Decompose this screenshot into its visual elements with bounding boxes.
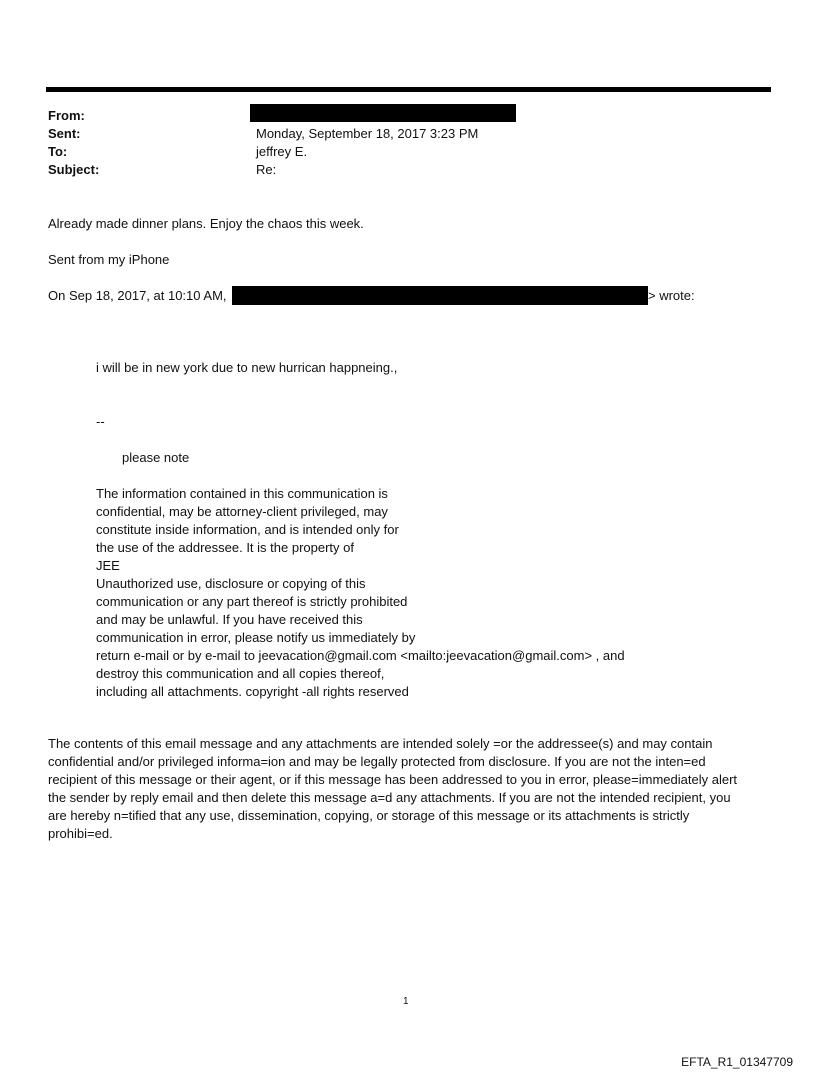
disclaimer-line: communication in error, please notify us immediately by [96, 630, 416, 645]
page-number: 1 [403, 996, 409, 1007]
disclaimer-line: JEE [96, 558, 120, 573]
signature-text: Sent from my iPhone [48, 252, 170, 267]
disclaimer-block [96, 485, 625, 701]
reply-text: Already made dinner plans. Enjoy the chaos this week. [48, 216, 364, 231]
disclaimer-line: including all attachments. copyright -all rights reserved [96, 684, 409, 699]
quoted-separator: -- [96, 414, 105, 429]
document-id: EFTA_R1_01347709 [681, 1055, 793, 1069]
to-value: jeffrey E. [256, 144, 308, 159]
disclaimer-line: Unauthorized use, disclosure or copying of this [96, 576, 366, 591]
subject-value: Re: [256, 162, 277, 177]
sender-redaction [232, 286, 648, 305]
disclaimer-line: return e-mail or by e-mail to jeevacation@gmail.com <mailto:jeevacation@gmail.com> , and [96, 648, 625, 663]
disclaimer-line: the use of the addressee. It is the property of [96, 540, 354, 555]
sent-label: Sent: [48, 126, 81, 141]
disclaimer-line: destroy this communication and all copies thereof, [96, 666, 385, 681]
disclaimer-line: and may be unlawful. If you have received this [96, 612, 363, 627]
confidentiality-notice: The contents of this email message and any attachments are intended solely =or the addressee(s) and may contain confidential and/or privileged informa=ion and may be legally protected from disclosure. If you are not the inten=ed recipient of this message or their agent, or if this message has been addressed to you in error, please=immediately alert the sender by reply email and then delete this message a=d any attachments. If you are not the intended recipient, you are hereby n=tified that any use, dissemination, copying, or storage of this message or its attachments is strictly prohibi=ed. [48, 736, 738, 841]
from-label: From: [48, 108, 85, 123]
quote-intro-prefix: On Sep 18, 2017, at 10:10 AM, [48, 288, 227, 303]
to-label: To: [48, 144, 68, 159]
quote-intro-suffix: > wrote: [648, 288, 695, 303]
from-redaction [250, 104, 516, 122]
disclaimer-line: constitute inside information, and is intended only for [96, 522, 399, 537]
header-rule [46, 87, 771, 92]
disclaimer-line: communication or any part thereof is strictly prohibited [96, 594, 408, 609]
disclaimer-line: The information contained in this communication is [96, 486, 388, 501]
quoted-message: i will be in new york due to new hurrican happneing., [96, 360, 398, 375]
subject-label: Subject: [48, 162, 100, 177]
disclaimer-line: confidential, may be attorney-client privileged, may [96, 504, 388, 519]
note-heading: please note [122, 450, 190, 465]
sent-value: Monday, September 18, 2017 3:23 PM [256, 126, 479, 141]
